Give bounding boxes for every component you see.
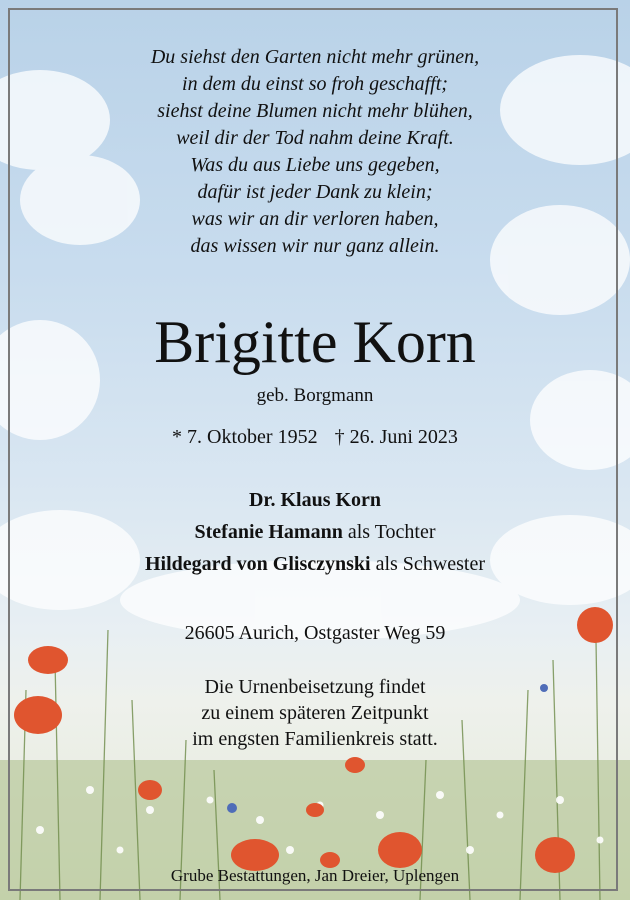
poem-line: siehst deine Blumen nicht mehr blühen,: [157, 100, 473, 122]
poem: [0, 44, 630, 260]
mourner-relation: als Schwester: [375, 553, 485, 575]
deceased-name: Brigitte Korn: [154, 309, 476, 375]
death-date: † 26. Juni 2023: [334, 426, 458, 448]
mourner-name: Stefanie Hamann: [194, 521, 343, 543]
poem-line: dafür ist jeder Dank zu klein;: [197, 181, 433, 203]
mourner: [0, 548, 630, 580]
note-line: Die Urnenbeisetzung findet: [204, 676, 426, 698]
poem-line: was wir an dir verloren haben,: [191, 208, 439, 230]
mourner-name: Hildegard von Glisczynski: [144, 553, 371, 575]
funeral-note: [0, 674, 630, 752]
mourner-name: Dr. Klaus Korn: [248, 489, 382, 511]
funeral-home: Grube Bestattungen, Jan Dreier, Uplengen: [170, 866, 460, 885]
mourner: [0, 484, 630, 516]
mourner-relation: als Tochter: [347, 521, 436, 543]
note-line: im engsten Familienkreis statt.: [192, 728, 438, 750]
poem-line: Du siehst den Garten nicht mehr grünen,: [150, 46, 480, 68]
address: 26605 Aurich, Ostgaster Weg 59: [184, 622, 446, 644]
mourners-list: [0, 484, 630, 580]
poem-line: in dem du einst so froh geschafft;: [182, 73, 448, 95]
life-dates: [0, 426, 630, 449]
poem-line: Was du aus Liebe uns gegeben,: [190, 154, 440, 176]
note-line: zu einem späteren Zeitpunkt: [201, 702, 429, 724]
poem-line: weil dir der Tod nahm deine Kraft.: [176, 127, 454, 149]
mourner: [0, 516, 630, 548]
maiden-name: geb. Borgmann: [256, 385, 374, 406]
birth-date: * 7. Oktober 1952: [172, 426, 318, 448]
poem-line: das wissen wir nur ganz allein.: [190, 235, 440, 257]
